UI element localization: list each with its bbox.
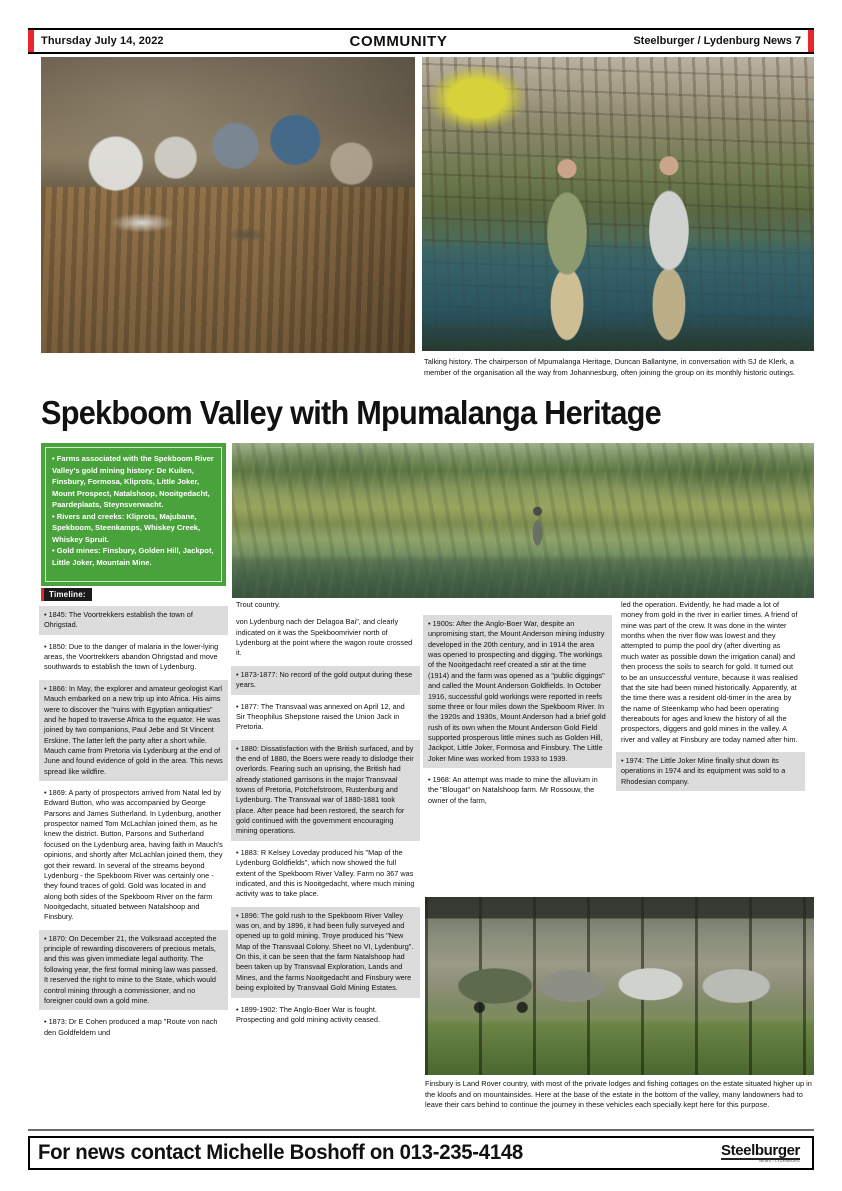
footer-divider <box>28 1129 814 1131</box>
photo-old-mining-tools <box>41 57 415 353</box>
paragraph: von Lydenburg nach der Delagoa Bai", and clearly indicated on it was the Spekboomrivier north of Lydenburg at the point where the wagon route crossed it. <box>236 617 413 658</box>
masthead <box>28 28 814 54</box>
fact-box-line-rivers: • Rivers and creeks: Kliprots, Majubane, Spekboom, Steenkamps, Whiskey Creek, Whiskey Spruit. <box>52 511 201 544</box>
steelburger-logo-main: Steelburger <box>721 1141 800 1159</box>
paragraph: • 1896: The gold rush to the Spekboom River Valley was on, and by 1896, it had been fully surveyed and opened up to gold mining. Troye produced his "New Map of the Transvaal Colony. Sheet no VI, Lydenburg". On this, it can be seen that the farm Natalshoop had been taken up by Transvaal Exploration, Lands and Mines, and the farms Nooitgedacht and Finsbury were being exploited by Transvaal Gold Mining Estates. <box>231 907 420 998</box>
paragraph: • 1873-1877: No record of the gold output during these years. <box>231 666 420 695</box>
paragraph: • 1877: The Transvaal was annexed on April 12, and Sir Theophilus Shepstone raised the Union Jack in Pretoria. <box>236 701 405 732</box>
masthead-section-title: COMMUNITY <box>349 32 448 50</box>
paragraph: • 1850: Due to the danger of malaria in the lower-lying areas, the Voortrekkers abandon Ohrigstad and move southwards to establish the town of Lydenburg. <box>44 641 219 672</box>
steelburger-logo <box>721 1143 804 1164</box>
paragraph: • 1873: Dr E Cohen produced a map "Route von nach den Goldfeldern und <box>44 1017 218 1037</box>
steelburger-logo-sub: NEWS / LYDENBURG <box>759 1158 800 1163</box>
paragraph: • 1880: Dissatisfaction with the British surfaced, and by the end of 1880, the Boers were ready to dislodge their overlords. Fearing such an uprising, the British had already stationed garrisons in the major Transvaal towns of Pretoria, Potchefstroom, Rustenburg and Lydenburg. The Transvaal war of 1880-1881 took place. After peace had been restored, the search for gold continued with the government encouraging mining operations. <box>231 740 420 841</box>
masthead-publication: Steelburger / Lydenburg News 7 <box>633 35 801 47</box>
fact-box-inner <box>45 447 222 582</box>
paragraph: Trout country. <box>236 600 281 609</box>
photo-two-men-at-river <box>422 57 814 351</box>
fact-box <box>41 443 226 586</box>
paragraph: • 1899-1902: The Anglo-Boer War is fought. Prospecting and gold mining activity ceased. <box>236 1004 380 1024</box>
paragraph: • 1968: An attempt was made to mine the alluvium in the "Blougat" on Natalshoop farm. Mr Rossouw, the owner of the farm, <box>428 775 598 805</box>
footer-contact-text: For news contact Michelle Boshoff on 013-235-4148 <box>38 1141 523 1164</box>
paragraph: • 1845: The Voortrekkers establish the town of Ohrigstad. <box>39 606 228 635</box>
page-title: Spekboom Valley with Mpumalanga Heritage <box>41 394 662 431</box>
timeline-label: Timeline: <box>41 588 92 601</box>
footer-contact-bar <box>28 1136 814 1170</box>
masthead-accent-right <box>808 30 814 52</box>
photo-fly-fisherman-valley <box>232 443 814 598</box>
text-column-2 <box>233 600 418 1111</box>
paragraph: • 1870: On December 21, the Volksraad accepted the principle of rewarding discoverers of precious metals, and this was given immediate legal authority. The following year, the first formal mining law was passed. It reserved the right to mine to the State, which would control mining through a commissioner, and no foreigner could own a gold mine. <box>39 930 228 1011</box>
caption-land-rovers-carport: Finsbury is Land Rover country, with most of the private lodges and fishing cottages on the estate situated higher up in the kloofs and on mountainsides. Here at the base of the estate in the bottom of the valley, many landowners had to leave their cars behind to continue the journey in these vehicles each specially kept here for this purpose. <box>425 1079 812 1110</box>
photo-land-rovers-carport <box>425 897 814 1075</box>
fact-box-line-mines: • Gold mines: Finsbury, Golden Hill, Jackpot, Little Joker, Mountain Mine. <box>52 546 214 567</box>
masthead-date: Thursday July 14, 2022 <box>41 35 164 47</box>
paragraph: • 1883: R Kelsey Loveday produced his "Map of the Lydenburg Goldfields", which now showed the full extent of the Spekboom River Valley. Farm no 367 was indicated, and this is Nooitgedacht, where much mining activity was to take place. <box>236 847 415 899</box>
text-column-1 <box>41 606 226 1111</box>
paragraph: led the operation. Evidently, he had made a lot of money from gold in the river in earlier times. A friend of mine was part of the crew. It was done in the winter months when the river flow was lowest and they attempted to pump the pool dry (after diverting as much water as possible down the irrigation canal) and then process the soils to search for gold. It turned out to be an unsuccessful venture, because it was realised that the site had been mined historically. Apparently, at the time there was a resident old-timer in the area by the name of Steenkamp who had been operating thereabouts for ages and knew the history of all the prospectors, diggers and gold mines in the valley. A river and valley at Finsbury are today named after him. <box>621 600 798 744</box>
caption-two-men-at-river: Talking history. The chairperson of Mpumalanga Heritage, Duncan Ballantyne, in conversation with SJ de Klerk, a member of the organisation all the way from Johannesburg, often joining the group on its monthly historic outings. <box>424 357 795 377</box>
paragraph: • 1869: A party of prospectors arrived from Natal led by Edward Button, who was accompanied by George Parsons and James Sutherland. In Lydenburg, another prospector named Tom McLachlan joined them, as he knew the district. Button, Parsons and Sutherland focused on the Lydenburg area, having faith in Mauch's opinions, and shortly after McLachlan joined them, they got their reward. In several of the streams beyond Lydenburg - the Spekboom River was certainly one - they found traces of gold. Gold was located in and along both sides of the Spekboom River on the farm Nooitgedacht, situated between Natalshoop and Finsbury. <box>44 788 223 922</box>
fact-box-line-farms: • Farms associated with the Spekboom River Valley's gold mining history: De Kuilen, Finsbury, Formosa, Kliprots, Little Joker, Mount Prospect, Natalshoop, Nooitgedacht, Paardeplaats, Steynsverwacht. <box>52 454 214 510</box>
text-column-4 <box>618 600 803 885</box>
paragraph: • 1974: The Little Joker Mine finally shut down its operations in 1974 and its equipment was sold to a Rhodesian company. <box>616 752 805 791</box>
text-column-3 <box>425 615 610 895</box>
paragraph: • 1866: In May, the explorer and amateur geologist Karl Mauch embarked on a new trip up into Africa. His aims were to discover the "ruins with Egyptian antiquities" and he hoped to traverse Africa to the equator. He was joined by two companions, Paul Jebe and St Vincent Erskine. The latter left the party after a short while. Mauch came from Pretoria via Lydenburg at the end of June and found evidence of gold in the area. This news spread like wildfire. <box>39 680 228 781</box>
paragraph: • 1900s: After the Anglo-Boer War, despite an unpromising start, the Mount Anderson mining industry developed in the 20th century, and in 1914 the area was opened to prospecting and digging. The workings of the Nooitgedacht reef created a stir at the time (1914) and the farm was opened as a "public diggings" and called the Mount Anderson Goldfields. In October 1916, successful gold workings were reported in reefs some three or four miles down the Spekboom River. In the 1920s and 1930s, Mount Anderson had a brief gold rush of its own when the Mount Anderson Gold Field supported prosperous little mines such as Golden Hill, Jackpot, Little Joker, Formosa and Finsbury. The Little Joker Mine was worked from 1933 to 1939. <box>423 615 612 768</box>
